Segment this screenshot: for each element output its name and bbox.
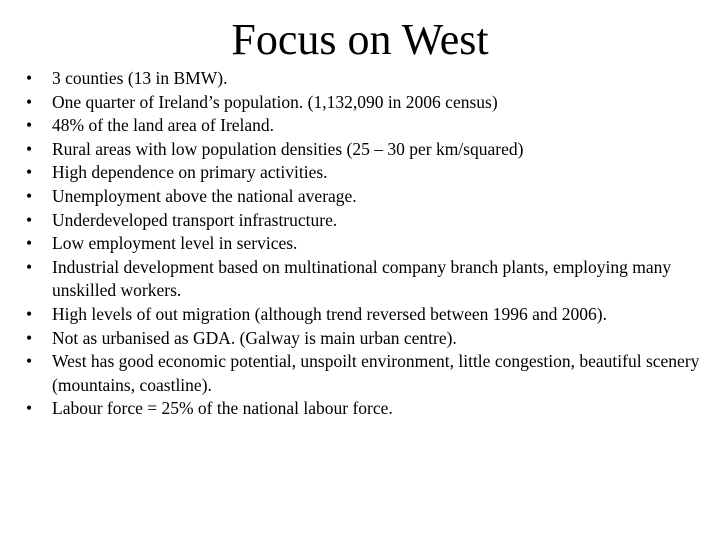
bullet-dot-icon: • bbox=[26, 327, 33, 348]
bullet-text: Industrial development based on multinational company branch plants, employing many unskilled workers. bbox=[52, 256, 672, 301]
slide-title: Focus on West bbox=[231, 15, 489, 64]
bullet-dot-icon: • bbox=[26, 233, 33, 254]
bullet-dot-icon: • bbox=[26, 185, 33, 206]
bullet-dot-icon: • bbox=[26, 162, 33, 183]
bullet-item bbox=[26, 91, 706, 115]
bullet-dot-icon: • bbox=[26, 91, 33, 112]
bullet-text: One quarter of Ireland’s population. (1,132,090 in 2006 census) bbox=[52, 91, 498, 112]
bullet-item bbox=[26, 303, 706, 327]
bullet-dot-icon: • bbox=[26, 398, 33, 419]
bullet-dot-icon: • bbox=[26, 209, 33, 230]
bullet-text: Unemployment above the national average. bbox=[52, 185, 357, 206]
bullet-list bbox=[26, 67, 706, 421]
bullet-text: Low employment level in services. bbox=[52, 233, 298, 254]
bullet-item bbox=[26, 209, 706, 233]
bullet-item bbox=[26, 327, 706, 351]
bullet-item bbox=[26, 397, 706, 421]
bullet-item bbox=[26, 256, 706, 303]
bullet-item bbox=[26, 67, 706, 91]
bullet-item bbox=[26, 114, 706, 138]
bullet-dot-icon: • bbox=[26, 115, 33, 136]
bullet-text: West has good economic potential, unspoilt environment, little congestion, beautiful scenery (mountains, coastline). bbox=[52, 351, 700, 395]
bullet-item bbox=[26, 350, 706, 397]
bullet-dot-icon: • bbox=[26, 351, 33, 372]
bullet-text: Rural areas with low population densities (25 – 30 per km/squared) bbox=[52, 138, 524, 159]
bullet-text: 48% of the land area of Ireland. bbox=[52, 115, 275, 136]
bullet-text: High dependence on primary activities. bbox=[52, 162, 328, 183]
bullet-text: High levels of out migration (although trend reversed between 1996 and 2006). bbox=[52, 303, 607, 324]
bullet-dot-icon: • bbox=[26, 68, 33, 88]
bullet-item bbox=[26, 232, 706, 256]
bullet-item bbox=[26, 138, 706, 162]
bullet-text: 3 counties (13 in BMW). bbox=[52, 68, 228, 88]
bullet-text: Underdeveloped transport infrastructure. bbox=[52, 209, 338, 230]
bullet-item bbox=[26, 161, 706, 185]
bullet-dot-icon: • bbox=[26, 138, 33, 159]
bullet-text: Not as urbanised as GDA. (Galway is main urban centre). bbox=[52, 327, 457, 348]
bullet-dot-icon: • bbox=[26, 256, 33, 277]
bullet-text: Labour force = 25% of the national labour force. bbox=[52, 398, 393, 419]
bullet-item bbox=[26, 185, 706, 209]
bullet-dot-icon: • bbox=[26, 303, 33, 324]
